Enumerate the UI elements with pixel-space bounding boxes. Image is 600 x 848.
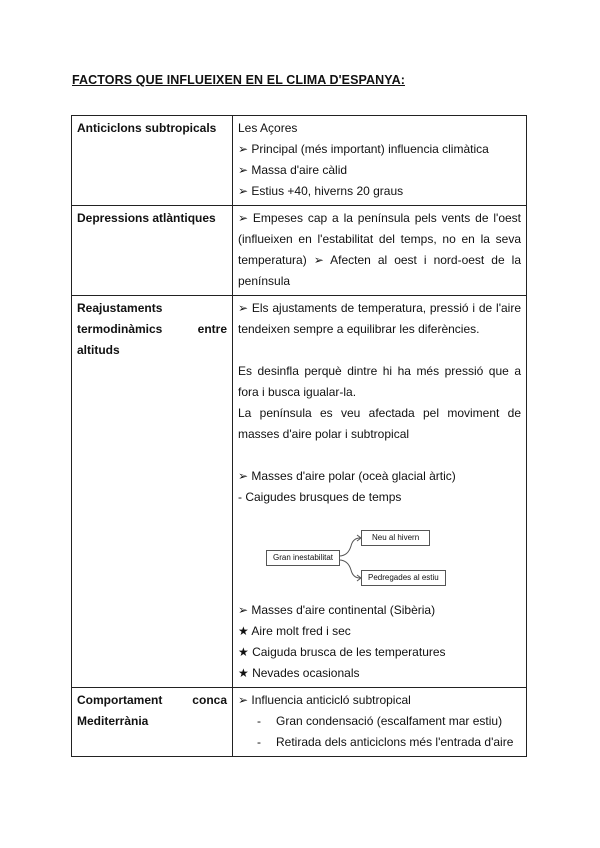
dash-item xyxy=(238,732,521,753)
row-header: Depressions atlàntiques xyxy=(72,206,233,296)
diagram-root-box: Gran inestabilitat xyxy=(266,550,340,566)
document-title: FACTORS QUE INFLUEIXEN EN EL CLIMA D'ESPANYA: xyxy=(72,73,405,87)
star-item: ★ Aire molt fred i sec xyxy=(238,624,351,638)
content-line: ➢ Masses d'aire polar (oceà glacial àrtic) xyxy=(238,469,456,483)
diagram-branch-bottom: Pedregades al estiu xyxy=(361,570,446,586)
row-header: Anticiclons subtropicals xyxy=(72,116,233,206)
dash-item-text: Retirada dels anticiclons més l'entrada d'aire xyxy=(276,735,514,749)
table-row xyxy=(72,116,527,206)
dash-item xyxy=(238,711,521,732)
row-content xyxy=(233,206,527,296)
table-row xyxy=(72,688,527,757)
content-line: Les Açores xyxy=(238,121,298,135)
instability-diagram xyxy=(238,514,521,596)
star-item: ★ Nevades ocasionals xyxy=(238,666,360,680)
content-paragraph: La península es veu afectada pel moviment de masses d'aire polar i subtropical xyxy=(238,406,521,441)
row-header: Comportament conca Mediterrània xyxy=(72,688,233,757)
content-line: - Caigudes brusques de temps xyxy=(238,490,402,504)
dash-item-text: Gran condensació (escalfament mar estiu) xyxy=(276,714,503,728)
spacer xyxy=(238,445,521,466)
climate-factors-table xyxy=(71,115,527,757)
table-row xyxy=(72,206,527,296)
row-content xyxy=(233,296,527,688)
content-paragraph: ➢ Empeses cap a la península pels vents de l'oest (influeixen en l'estabilitat del temps, no en la seva temperatura) ➢ Afecten al oest i nord-oest de la península xyxy=(238,211,521,288)
content-line: ➢ Influencia anticicló subtropical xyxy=(238,693,411,707)
content-paragraph: ➢ Els ajustaments de temperatura, pressió i de l'aire tendeixen sempre a equilibrar les diferències. xyxy=(238,301,521,336)
row-content xyxy=(233,688,527,757)
table-row xyxy=(72,296,527,688)
star-item: ★ Caiguda brusca de les temperatures xyxy=(238,645,446,659)
content-line: ➢ Massa d'aire càlid xyxy=(238,163,348,177)
dash-mark: - xyxy=(257,714,261,728)
row-header: Reajustaments termodinàmics entre altituds xyxy=(72,296,233,688)
diagram-branch-top: Neu al hivern xyxy=(361,530,430,546)
spacer xyxy=(238,340,521,361)
content-line: ➢ Principal (més important) influencia climàtica xyxy=(238,142,489,156)
dash-mark: - xyxy=(257,735,261,749)
content-line: ➢ Masses d'aire continental (Sibèria) xyxy=(238,603,436,617)
row-content xyxy=(233,116,527,206)
content-line: ➢ Estius +40, hiverns 20 graus xyxy=(238,184,404,198)
content-paragraph: Es desinfla perquè dintre hi ha més pressió que a fora i busca igualar-la. xyxy=(238,364,521,399)
